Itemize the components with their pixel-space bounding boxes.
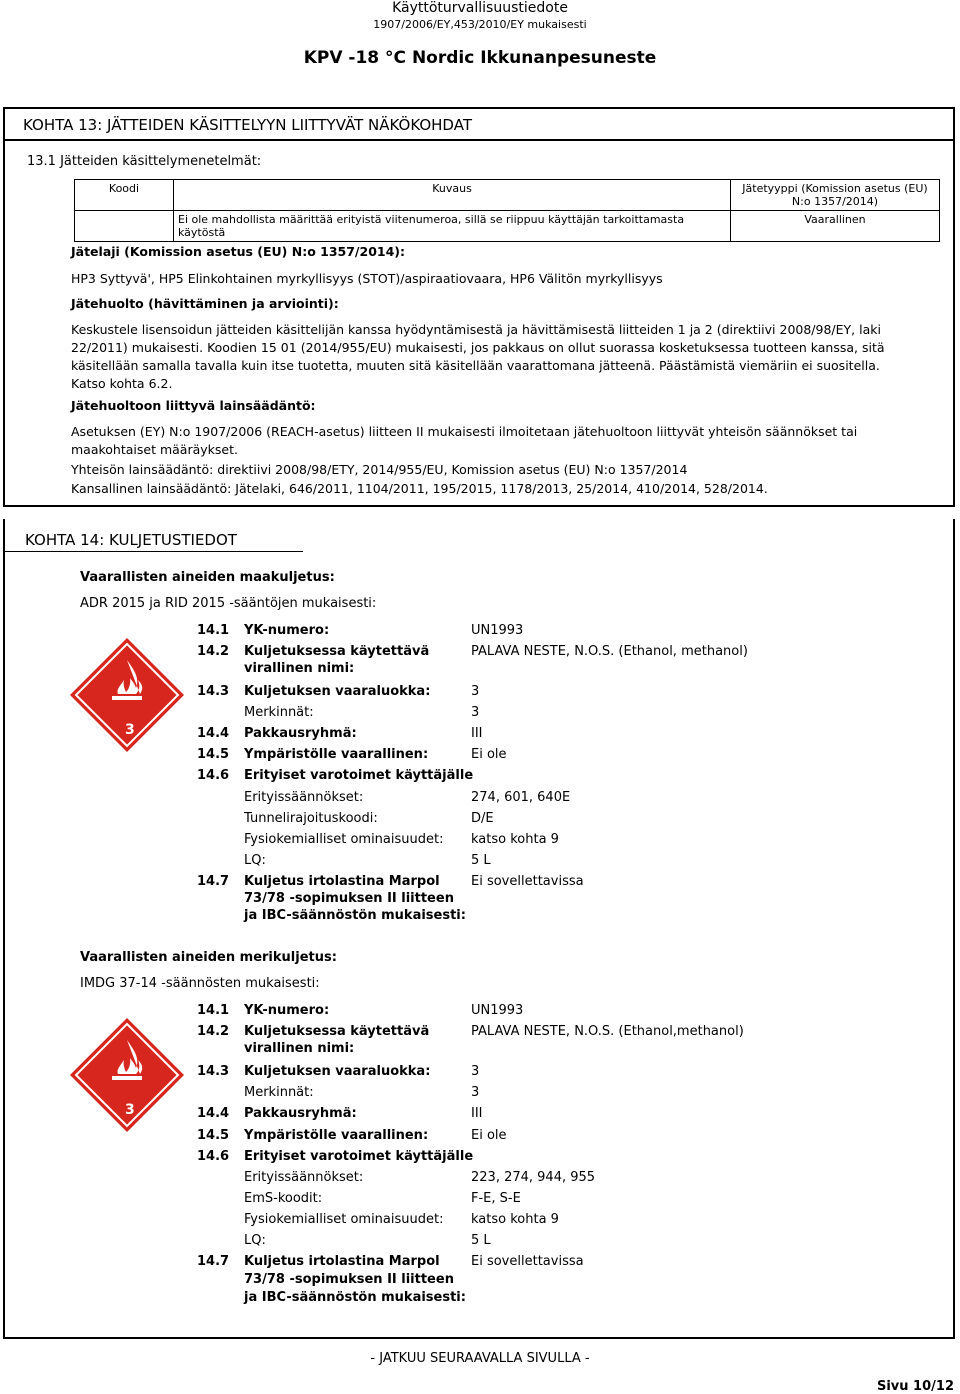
- un-number-value: UN1993: [471, 623, 524, 638]
- flammable-liquid-pictogram: [68, 1016, 186, 1134]
- labels-value: 3: [471, 705, 480, 720]
- precautions-label: Erityiset varotoimet käyttäjälle: [244, 768, 474, 783]
- product-name: KPV -18 °C Nordic Ikkunanpesuneste: [303, 48, 657, 68]
- legislation-text: Asetuksen (EY) N:o 1907/2006 (REACH-asetus) liitteen II mukaisesti ilmoitetaan jätehuoltoon liittyvät yhteisön säännökset tai maakohtaiset määräykset.: [71, 424, 858, 457]
- special-provisions-value: 274, 601, 640E: [471, 790, 571, 805]
- shipping-name-value: PALAVA NESTE, N.O.S. (Ethanol, methanol): [471, 644, 748, 659]
- flammable-liquid-pictogram: [68, 636, 186, 754]
- hazard-class-value: 3: [471, 684, 480, 699]
- physchem-value: katso kohta 9: [471, 832, 559, 847]
- tunnel-code-value: D/E: [471, 811, 494, 826]
- precautions-label: Erityiset varotoimet käyttäjälle: [244, 1149, 474, 1164]
- packing-group-value: III: [471, 1106, 483, 1121]
- management-text: Keskustele lisensoidun jätteiden käsittelijän kanssa hyödyntämisestä ja hävittämisestä liitteiden 1 ja 2 (direktiivi 2008/98/EY, laki 22/2011) mukaisesti. Koodien 15 01 (2014/955/EU) mukaisesti, jos pakkaus on ollut suorassa kosketuksessa tuotteen kanssa, sitä käsitellään samalla tavalla kuin itse tuotetta, muuten sitä käsitellään vaarattomana jätteenä. Päästämistä viemäriin ei suositella. Katso kohta 6.2.: [71, 322, 885, 391]
- lq-value: 5 L: [471, 1233, 491, 1248]
- bulk-transport-index: 14.7: [197, 874, 230, 889]
- shipping-name-label: Kuljetuksessa käytettävä: [244, 644, 430, 659]
- divider: [3, 551, 303, 552]
- document-title: Käyttöturvallisuustiedote: [392, 0, 568, 16]
- bulk-transport-label: ja IBC-säännöstön mukaisesti:: [244, 908, 466, 923]
- waste-table: [74, 179, 940, 242]
- packing-group-index: 14.4: [197, 1106, 230, 1121]
- bulk-transport-value: Ei sovellettavissa: [471, 874, 584, 889]
- divider: [5, 139, 953, 141]
- shipping-name-index: 14.2: [197, 1024, 230, 1039]
- labels-label: Merkinnät:: [244, 705, 314, 720]
- management-heading: Jätehuolto (hävittäminen ja arviointi):: [71, 296, 339, 311]
- environmental-label: Ympäristölle vaarallinen:: [244, 1128, 429, 1143]
- table-cell: [75, 211, 174, 242]
- section-13-box: [3, 107, 955, 507]
- lq-value: 5 L: [471, 853, 491, 868]
- section-14-title: KOHTA 14: KULJETUSTIEDOT: [25, 531, 237, 549]
- precautions-index: 14.6: [197, 1149, 230, 1164]
- physchem-label: Fysiokemialliset ominaisuudet:: [244, 832, 444, 847]
- ems-codes-label: EmS-koodit:: [244, 1191, 323, 1206]
- national-law: Kansallinen lainsäädäntö: Jätelaki, 646/2011, 1104/2011, 195/2015, 1178/2013, 25/2014, 410/2014, 528/2014.: [71, 481, 768, 496]
- physchem-label: Fysiokemialliset ominaisuudet:: [244, 1212, 444, 1227]
- labels-value: 3: [471, 1085, 480, 1100]
- table-header-description: Kuvaus: [174, 180, 731, 211]
- special-provisions-value: 223, 274, 944, 955: [471, 1170, 596, 1185]
- subsection-13-1: 13.1 Jätteiden käsittelymenetelmät:: [27, 154, 262, 169]
- un-number-index: 14.1: [197, 623, 230, 638]
- regulation-reference: 1907/2006/EY,453/2010/EY mukaisesti: [373, 18, 587, 31]
- shipping-name-index: 14.2: [197, 644, 230, 659]
- lq-label: LQ:: [244, 853, 266, 868]
- hazard-class-value: 3: [471, 1064, 480, 1079]
- bulk-transport-label: ja IBC-säännöstön mukaisesti:: [244, 1290, 466, 1305]
- bulk-transport-label: Kuljetus irtolastina Marpol: [244, 1254, 440, 1269]
- packing-group-index: 14.4: [197, 726, 230, 741]
- environmental-index: 14.5: [197, 1128, 230, 1143]
- ems-codes-value: F-E, S-E: [471, 1191, 521, 1206]
- environmental-index: 14.5: [197, 747, 230, 762]
- shipping-name-value: PALAVA NESTE, N.O.S. (Ethanol,methanol): [471, 1024, 744, 1039]
- bulk-transport-label: 73/78 -sopimuksen II liitteen: [244, 1272, 454, 1287]
- environmental-value: Ei ole: [471, 1128, 507, 1143]
- special-provisions-label: Erityissäännökset:: [244, 790, 364, 805]
- labels-label: Merkinnät:: [244, 1085, 314, 1100]
- bulk-transport-label: Kuljetus irtolastina Marpol: [244, 874, 440, 889]
- hazard-class-label: Kuljetuksen vaaraluokka:: [244, 1064, 431, 1079]
- road-heading: Vaarallisten aineiden maakuljetus:: [80, 570, 335, 585]
- waste-class-text: HP3 Syttyvä', HP5 Elinkohtainen myrkyllisyys (STOT)/aspiraatiovaara, HP6 Välitön myrkyllisyys: [71, 271, 663, 286]
- hazard-class-index: 14.3: [197, 684, 230, 699]
- waste-class-heading: Jätelaji (Komission asetus (EU) N:o 1357/2014):: [71, 244, 406, 259]
- packing-group-value: III: [471, 726, 483, 741]
- special-provisions-label: Erityissäännökset:: [244, 1170, 364, 1185]
- un-number-index: 14.1: [197, 1003, 230, 1018]
- physchem-value: katso kohta 9: [471, 1212, 559, 1227]
- lq-label: LQ:: [244, 1233, 266, 1248]
- packing-group-label: Pakkausryhmä:: [244, 726, 357, 741]
- continues-notice: - JATKUU SEURAAVALLA SIVULLA -: [370, 1351, 590, 1366]
- shipping-name-label: virallinen nimi:: [244, 661, 355, 676]
- table-row: [75, 211, 940, 242]
- legislation-heading: Jätehuoltoon liittyvä lainsäädäntö:: [71, 398, 316, 413]
- hazard-class-label: Kuljetuksen vaaraluokka:: [244, 684, 431, 699]
- road-subheading: ADR 2015 ja RID 2015 -sääntöjen mukaisesti:: [80, 596, 377, 611]
- table-header-code: Koodi: [75, 180, 174, 211]
- table-header-waste-type: Jätetyyppi (Komission asetus (EU) N:o 1357/2014): [731, 180, 940, 211]
- environmental-value: Ei ole: [471, 747, 507, 762]
- precautions-index: 14.6: [197, 768, 230, 783]
- un-number-label: YK-numero:: [244, 1003, 330, 1018]
- bulk-transport-index: 14.7: [197, 1254, 230, 1269]
- bulk-transport-label: 73/78 -sopimuksen II liitteen: [244, 891, 454, 906]
- un-number-label: YK-numero:: [244, 623, 330, 638]
- un-number-value: UN1993: [471, 1003, 524, 1018]
- packing-group-label: Pakkausryhmä:: [244, 1106, 357, 1121]
- hazard-class-index: 14.3: [197, 1064, 230, 1079]
- page-number: Sivu 10/12: [876, 1379, 954, 1394]
- table-cell: Ei ole mahdollista määrittää erityistä viitenumeroa, sillä se riippuu käyttäjän tarkoittamasta käytöstä: [174, 211, 731, 242]
- sea-heading: Vaarallisten aineiden merikuljetus:: [80, 950, 337, 965]
- table-cell: Vaarallinen: [731, 211, 940, 242]
- pictogram-class: 3: [125, 1102, 135, 1118]
- tunnel-code-label: Tunnelirajoituskoodi:: [244, 811, 378, 826]
- environmental-label: Ympäristölle vaarallinen:: [244, 747, 429, 762]
- pictogram-class: 3: [125, 722, 135, 738]
- shipping-name-label: virallinen nimi:: [244, 1041, 355, 1056]
- section-13-title: KOHTA 13: JÄTTEIDEN KÄSITTELYYN LIITTYVÄT NÄKÖKOHDAT: [23, 116, 472, 134]
- community-law: Yhteisön lainsäädäntö: direktiivi 2008/98/ETY, 2014/955/EU, Komission asetus (EU) N:o 1357/2014: [71, 462, 688, 477]
- table-header-row: [75, 180, 940, 211]
- shipping-name-label: Kuljetuksessa käytettävä: [244, 1024, 430, 1039]
- bulk-transport-value: Ei sovellettavissa: [471, 1254, 584, 1269]
- sea-subheading: IMDG 37-14 -säännösten mukaisesti:: [80, 976, 320, 991]
